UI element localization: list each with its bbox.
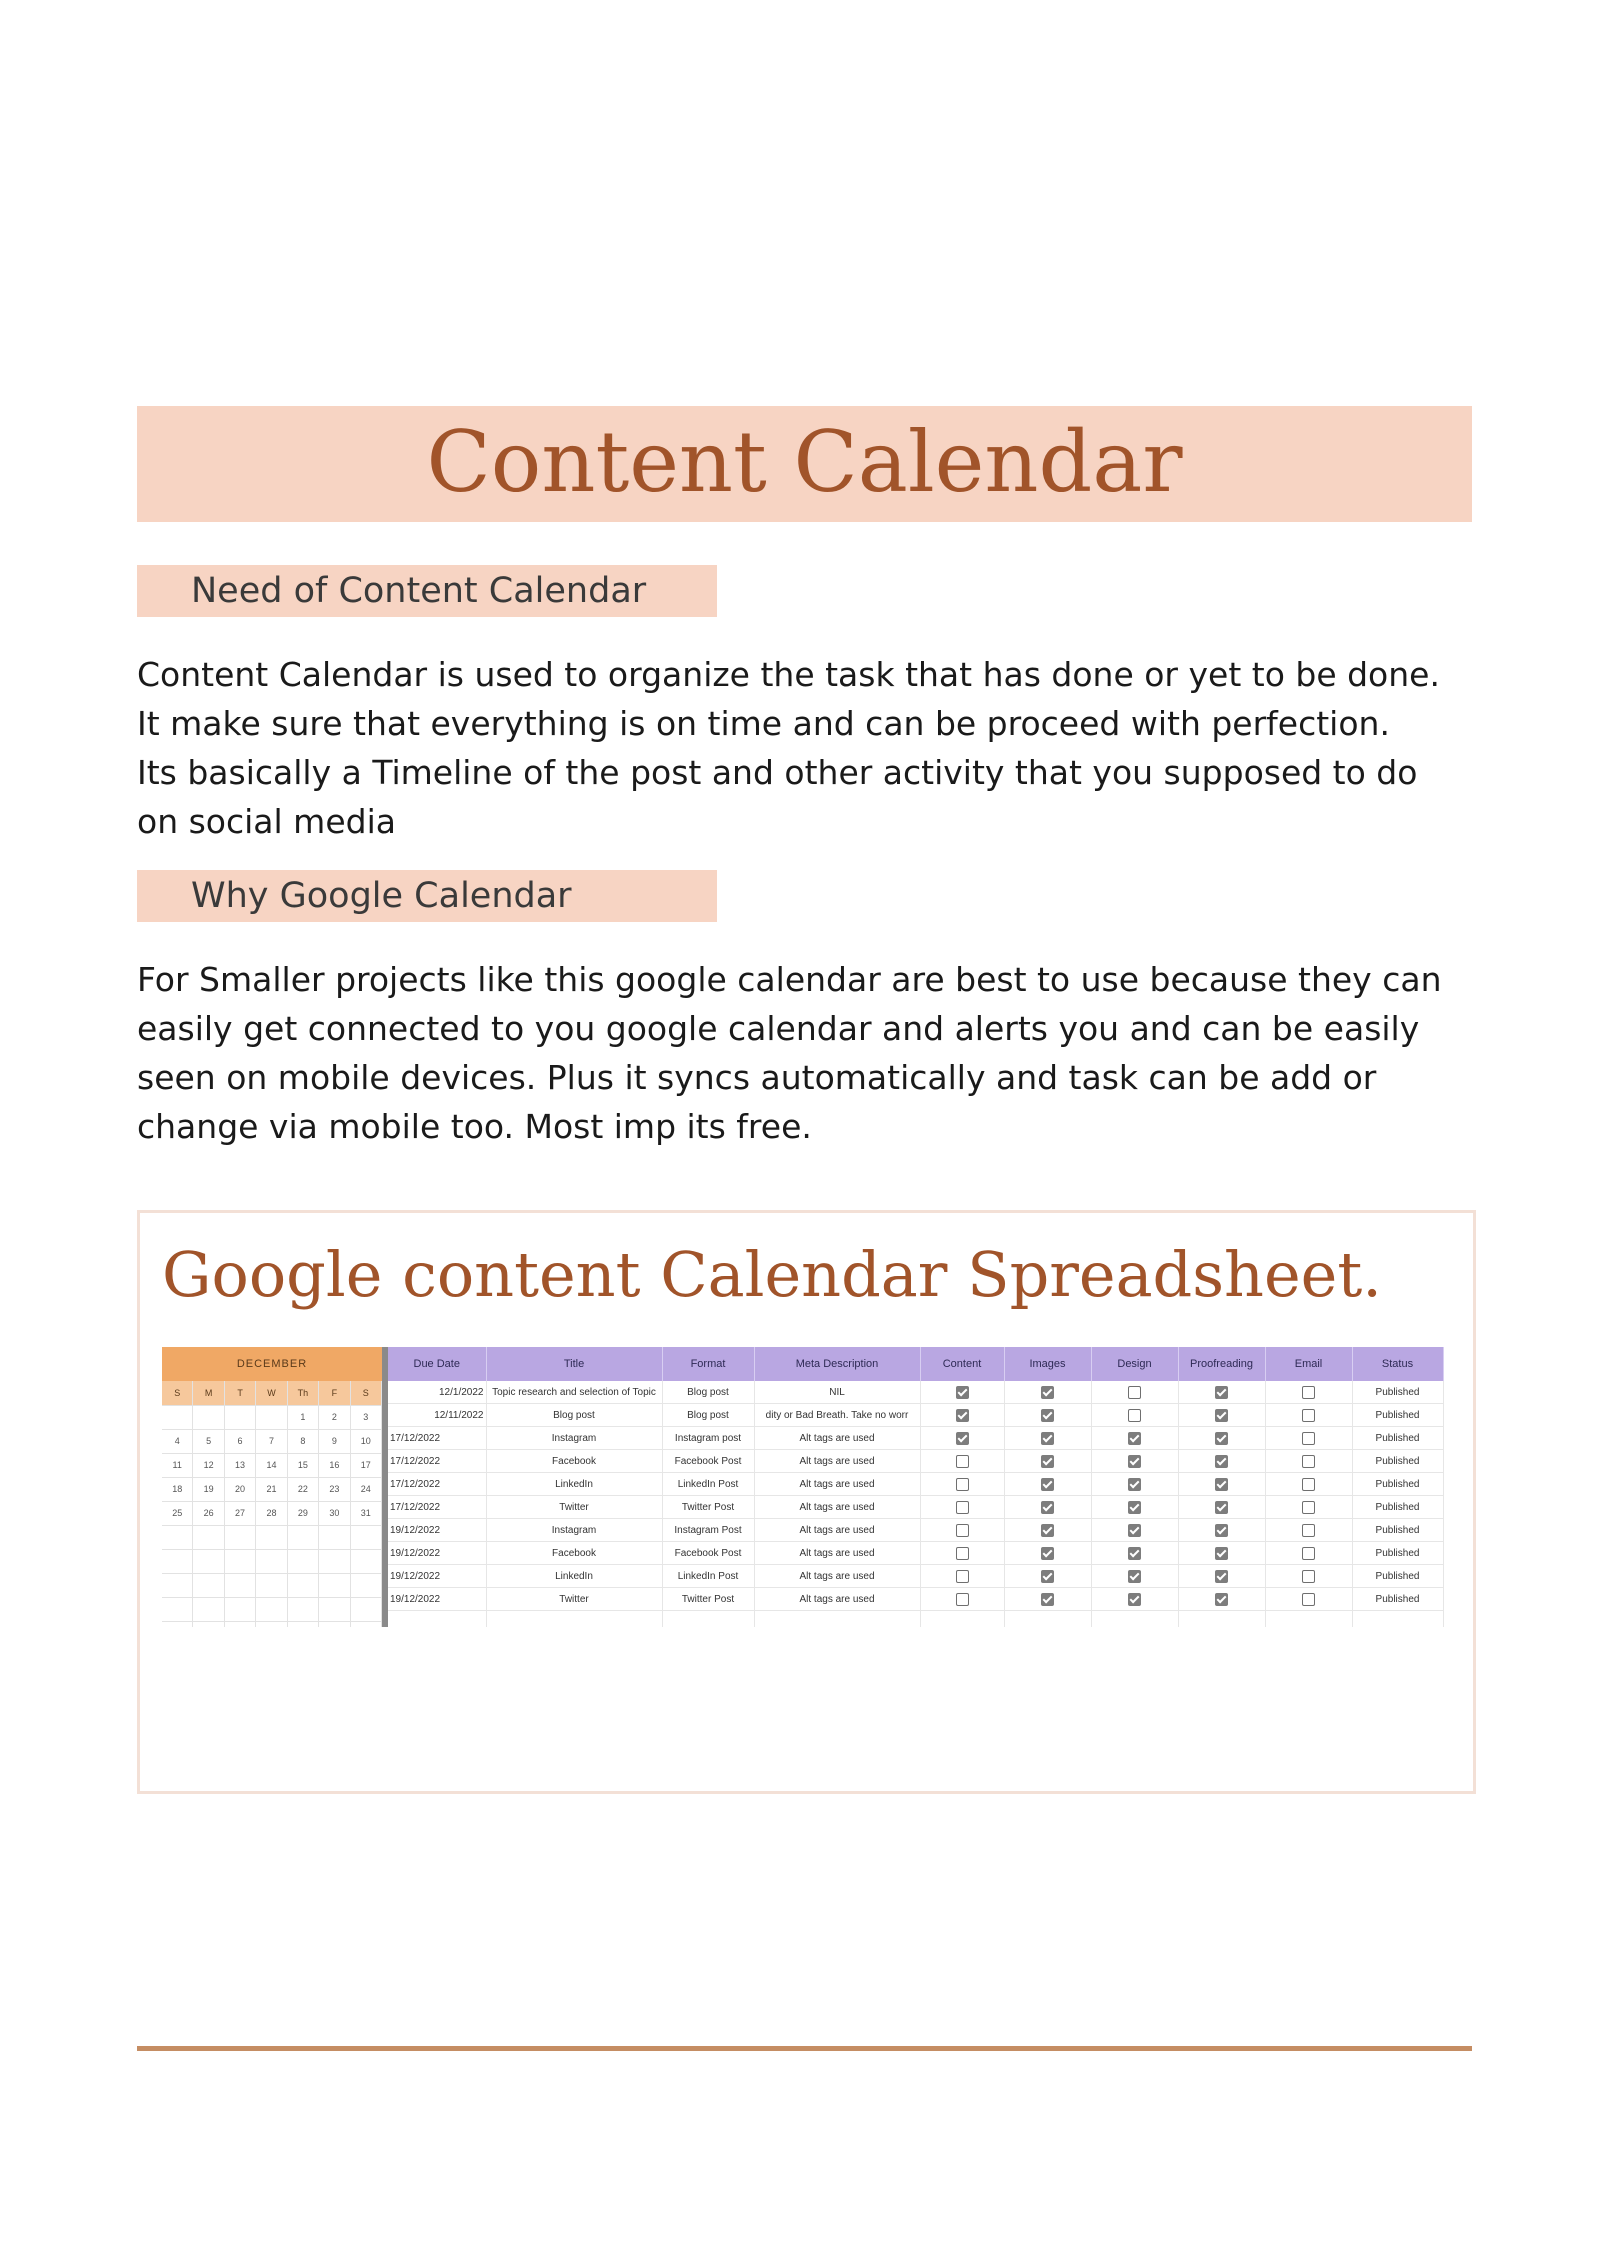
calendar-date-cell[interactable]	[319, 1550, 350, 1574]
footer-rule	[137, 2046, 1472, 2051]
calendar-date-cell[interactable]: 29	[288, 1502, 319, 1526]
mini-calendar	[162, 1347, 382, 1627]
empty-cell	[662, 1611, 754, 1628]
title-cell[interactable]: Twitter	[486, 1496, 662, 1519]
calendar-date-cell[interactable]	[319, 1622, 350, 1627]
checkbox-cell	[1004, 1496, 1091, 1519]
checkbox-unchecked[interactable]	[956, 1570, 969, 1583]
spreadsheet-screenshot	[162, 1347, 1473, 1627]
checkbox-checked[interactable]	[1128, 1455, 1141, 1468]
checkbox-cell	[1265, 1450, 1352, 1473]
checkbox-checked[interactable]	[1215, 1455, 1228, 1468]
paragraph-why	[137, 955, 1477, 1151]
due-date-cell[interactable]: 12/1/2022	[388, 1381, 486, 1404]
calendar-date-cell[interactable]: 11	[162, 1454, 193, 1478]
checkbox-cell	[1178, 1542, 1265, 1565]
meta-description-cell[interactable]: NIL	[754, 1381, 920, 1404]
checkbox-unchecked[interactable]	[1302, 1524, 1315, 1537]
empty-cell	[1352, 1611, 1443, 1628]
meta-description-cell[interactable]: Alt tags are used	[754, 1565, 920, 1588]
checkbox-cell	[1178, 1565, 1265, 1588]
checkbox-checked[interactable]	[1041, 1455, 1054, 1468]
empty-cell	[1091, 1611, 1178, 1628]
checkbox-unchecked[interactable]	[1302, 1501, 1315, 1514]
checkbox-cell	[1265, 1496, 1352, 1519]
checkbox-cell	[920, 1427, 1004, 1450]
checkbox-cell	[1178, 1496, 1265, 1519]
meta-description-cell[interactable]: Alt tags are used	[754, 1542, 920, 1565]
due-date-cell[interactable]: 12/11/2022	[388, 1404, 486, 1427]
calendar-date-cell[interactable]: 16	[319, 1454, 350, 1478]
calendar-date-cell[interactable]	[225, 1406, 256, 1430]
checkbox-cell	[1091, 1588, 1178, 1611]
checkbox-unchecked[interactable]	[1302, 1455, 1315, 1468]
column-header[interactable]: Meta Description	[754, 1347, 920, 1381]
due-date-cell[interactable]: 17/12/2022	[388, 1496, 486, 1519]
calendar-date-cell[interactable]	[256, 1526, 287, 1550]
section-heading-band	[137, 565, 717, 617]
calendar-date-cell[interactable]	[193, 1406, 224, 1430]
format-cell[interactable]: Blog post	[662, 1381, 754, 1404]
calendar-day-header: M	[193, 1381, 224, 1406]
calendar-date-cell[interactable]	[256, 1622, 287, 1627]
empty-cell	[1004, 1611, 1091, 1628]
calendar-date-cell[interactable]	[225, 1598, 256, 1622]
checkbox-unchecked[interactable]	[956, 1501, 969, 1514]
checkbox-cell	[1091, 1450, 1178, 1473]
calendar-date-cell[interactable]	[256, 1406, 287, 1430]
checkbox-cell	[920, 1519, 1004, 1542]
checkbox-checked[interactable]	[1215, 1478, 1228, 1491]
checkbox-checked[interactable]	[1041, 1386, 1054, 1399]
calendar-grid	[162, 1381, 382, 1627]
checkbox-cell	[1004, 1473, 1091, 1496]
section-heading-band	[137, 870, 717, 922]
meta-description-cell[interactable]: Alt tags are used	[754, 1473, 920, 1496]
calendar-date-cell[interactable]	[256, 1598, 287, 1622]
calendar-date-cell[interactable]	[162, 1622, 193, 1627]
checkbox-unchecked[interactable]	[1302, 1478, 1315, 1491]
paragraph-need	[137, 650, 1477, 846]
checkbox-unchecked[interactable]	[1302, 1570, 1315, 1583]
checkbox-checked[interactable]	[1128, 1570, 1141, 1583]
empty-cell	[388, 1611, 486, 1628]
title-cell[interactable]: Facebook	[486, 1542, 662, 1565]
meta-description-cell[interactable]: Alt tags are used	[754, 1450, 920, 1473]
format-cell[interactable]: Instagram Post	[662, 1519, 754, 1542]
status-cell[interactable]: Published	[1352, 1450, 1443, 1473]
section-heading-need: Need of Content Calendar	[191, 571, 647, 611]
calendar-date-cell[interactable]	[225, 1622, 256, 1627]
checkbox-checked[interactable]	[1041, 1501, 1054, 1514]
calendar-date-cell[interactable]	[162, 1598, 193, 1622]
table-row[interactable]	[388, 1450, 1443, 1473]
title-cell[interactable]: Topic research and selection of Topic	[486, 1381, 662, 1404]
checkbox-unchecked[interactable]	[1302, 1593, 1315, 1606]
calendar-date-cell[interactable]	[256, 1550, 287, 1574]
column-header[interactable]: Status	[1352, 1347, 1443, 1381]
paragraph-line: on social media	[137, 802, 396, 841]
calendar-date-cell[interactable]	[162, 1406, 193, 1430]
checkbox-cell	[920, 1473, 1004, 1496]
checkbox-cell	[1004, 1404, 1091, 1427]
due-date-cell[interactable]: 19/12/2022	[388, 1588, 486, 1611]
column-header[interactable]: Design	[1091, 1347, 1178, 1381]
calendar-date-cell[interactable]: 14	[256, 1454, 287, 1478]
calendar-date-cell[interactable]: 27	[225, 1502, 256, 1526]
checkbox-checked[interactable]	[956, 1386, 969, 1399]
calendar-date-cell[interactable]	[351, 1526, 382, 1550]
calendar-date-cell[interactable]: 25	[162, 1502, 193, 1526]
calendar-date-cell[interactable]: 15	[288, 1454, 319, 1478]
calendar-date-cell[interactable]	[351, 1574, 382, 1598]
status-cell[interactable]: Published	[1352, 1404, 1443, 1427]
calendar-date-cell[interactable]	[225, 1550, 256, 1574]
checkbox-unchecked[interactable]	[1302, 1386, 1315, 1399]
calendar-date-cell[interactable]: 21	[256, 1478, 287, 1502]
status-cell[interactable]: Published	[1352, 1565, 1443, 1588]
checkbox-checked[interactable]	[1128, 1478, 1141, 1491]
column-header[interactable]: Content	[920, 1347, 1004, 1381]
due-date-cell[interactable]: 17/12/2022	[388, 1473, 486, 1496]
calendar-day-header: F	[319, 1381, 350, 1406]
calendar-date-cell[interactable]	[193, 1598, 224, 1622]
checkbox-checked[interactable]	[1041, 1570, 1054, 1583]
checkbox-unchecked[interactable]	[1302, 1432, 1315, 1445]
checkbox-cell	[1178, 1404, 1265, 1427]
calendar-day-header: S	[162, 1381, 193, 1406]
status-cell[interactable]: Published	[1352, 1542, 1443, 1565]
empty-cell	[1265, 1611, 1352, 1628]
checkbox-unchecked[interactable]	[1128, 1409, 1141, 1422]
calendar-date-cell[interactable]: 8	[288, 1430, 319, 1454]
format-cell[interactable]: Facebook Post	[662, 1450, 754, 1473]
checkbox-checked[interactable]	[1215, 1593, 1228, 1606]
calendar-date-cell[interactable]	[288, 1550, 319, 1574]
checkbox-cell	[1178, 1588, 1265, 1611]
column-header[interactable]: Title	[486, 1347, 662, 1381]
checkbox-checked[interactable]	[1041, 1524, 1054, 1537]
calendar-date-cell[interactable]: 20	[225, 1478, 256, 1502]
calendar-date-cell[interactable]	[288, 1622, 319, 1627]
paragraph-line: For Smaller projects like this google calendar are best to use because they can	[137, 960, 1442, 999]
table-row[interactable]	[388, 1588, 1443, 1611]
calendar-date-cell[interactable]: 6	[225, 1430, 256, 1454]
due-date-cell[interactable]: 19/12/2022	[388, 1542, 486, 1565]
checkbox-checked[interactable]	[956, 1409, 969, 1422]
checkbox-cell	[920, 1542, 1004, 1565]
calendar-date-cell[interactable]	[193, 1574, 224, 1598]
calendar-date-cell[interactable]: 30	[319, 1502, 350, 1526]
status-cell[interactable]: Published	[1352, 1496, 1443, 1519]
calendar-date-cell[interactable]: 17	[351, 1454, 382, 1478]
checkbox-checked[interactable]	[1041, 1593, 1054, 1606]
status-cell[interactable]: Published	[1352, 1427, 1443, 1450]
checkbox-checked[interactable]	[1215, 1570, 1228, 1583]
due-date-cell[interactable]: 19/12/2022	[388, 1565, 486, 1588]
checkbox-cell	[920, 1565, 1004, 1588]
calendar-date-cell[interactable]	[162, 1526, 193, 1550]
paragraph-line: easily get connected to you google calendar and alerts you and can be easily	[137, 1009, 1420, 1048]
checkbox-checked[interactable]	[1215, 1547, 1228, 1560]
checkbox-cell	[1004, 1450, 1091, 1473]
calendar-date-cell[interactable]	[193, 1526, 224, 1550]
table-row[interactable]	[388, 1542, 1443, 1565]
checkbox-cell	[1265, 1565, 1352, 1588]
checkbox-cell	[1091, 1381, 1178, 1404]
checkbox-checked[interactable]	[1041, 1409, 1054, 1422]
calendar-date-cell[interactable]	[162, 1574, 193, 1598]
paragraph-line: change via mobile too. Most imp its free.	[137, 1107, 812, 1146]
calendar-date-cell[interactable]: 2	[319, 1406, 350, 1430]
status-cell[interactable]: Published	[1352, 1381, 1443, 1404]
table-row[interactable]	[388, 1427, 1443, 1450]
table-row[interactable]	[388, 1519, 1443, 1542]
checkbox-checked[interactable]	[1215, 1386, 1228, 1399]
checkbox-cell	[920, 1450, 1004, 1473]
calendar-date-cell[interactable]	[351, 1598, 382, 1622]
due-date-cell[interactable]: 17/12/2022	[388, 1450, 486, 1473]
spreadsheet-title: Google content Calendar Spreadsheet.	[162, 1238, 1382, 1311]
table-row[interactable]	[388, 1404, 1443, 1427]
checkbox-checked[interactable]	[1128, 1593, 1141, 1606]
format-cell[interactable]: Facebook Post	[662, 1542, 754, 1565]
format-cell[interactable]: Instagram post	[662, 1427, 754, 1450]
checkbox-cell	[1091, 1404, 1178, 1427]
checkbox-unchecked[interactable]	[1128, 1386, 1141, 1399]
column-header[interactable]: Proofreading	[1178, 1347, 1265, 1381]
checkbox-cell	[920, 1588, 1004, 1611]
checkbox-cell	[1265, 1404, 1352, 1427]
calendar-date-cell[interactable]	[319, 1526, 350, 1550]
checkbox-checked[interactable]	[1041, 1432, 1054, 1445]
checkbox-checked[interactable]	[1041, 1547, 1054, 1560]
calendar-date-cell[interactable]	[288, 1574, 319, 1598]
paragraph-line: Its basically a Timeline of the post and other activity that you supposed to do	[137, 753, 1418, 792]
calendar-day-header: T	[225, 1381, 256, 1406]
checkbox-unchecked[interactable]	[956, 1524, 969, 1537]
checkbox-unchecked[interactable]	[1302, 1409, 1315, 1422]
checkbox-checked[interactable]	[1215, 1409, 1228, 1422]
calendar-date-cell[interactable]	[225, 1526, 256, 1550]
checkbox-cell	[1004, 1427, 1091, 1450]
calendar-date-cell[interactable]: 31	[351, 1502, 382, 1526]
status-cell[interactable]: Published	[1352, 1588, 1443, 1611]
paragraph-line: It make sure that everything is on time and can be proceed with perfection.	[137, 704, 1390, 743]
title-cell[interactable]: Instagram	[486, 1427, 662, 1450]
calendar-day-header: S	[351, 1381, 382, 1406]
table-header-row	[388, 1347, 1443, 1381]
calendar-date-cell[interactable]	[256, 1574, 287, 1598]
column-header[interactable]: Format	[662, 1347, 754, 1381]
calendar-date-cell[interactable]	[351, 1622, 382, 1627]
table-row[interactable]	[388, 1496, 1443, 1519]
empty-cell	[1178, 1611, 1265, 1628]
content-table	[388, 1347, 1444, 1627]
checkbox-cell	[1091, 1542, 1178, 1565]
checkbox-cell	[1091, 1565, 1178, 1588]
meta-description-cell[interactable]: Alt tags are used	[754, 1496, 920, 1519]
checkbox-checked[interactable]	[1128, 1432, 1141, 1445]
calendar-date-cell[interactable]: 10	[351, 1430, 382, 1454]
section-heading-why: Why Google Calendar	[191, 876, 572, 916]
format-cell[interactable]: LinkedIn Post	[662, 1473, 754, 1496]
checkbox-cell	[1004, 1542, 1091, 1565]
calendar-date-cell[interactable]	[193, 1550, 224, 1574]
calendar-date-cell[interactable]: 23	[319, 1478, 350, 1502]
calendar-month: DECEMBER	[162, 1347, 382, 1381]
checkbox-cell	[1178, 1473, 1265, 1496]
calendar-date-cell[interactable]: 7	[256, 1430, 287, 1454]
format-cell[interactable]: Twitter Post	[662, 1496, 754, 1519]
meta-description-cell[interactable]: Alt tags are used	[754, 1519, 920, 1542]
calendar-date-cell[interactable]: 4	[162, 1430, 193, 1454]
calendar-day-header: Th	[288, 1381, 319, 1406]
checkbox-cell	[1004, 1519, 1091, 1542]
checkbox-cell	[920, 1381, 1004, 1404]
checkbox-cell	[1178, 1519, 1265, 1542]
table-row[interactable]	[388, 1565, 1443, 1588]
meta-description-cell[interactable]: dity or Bad Breath. Take no worr	[754, 1404, 920, 1427]
checkbox-unchecked[interactable]	[1302, 1547, 1315, 1560]
title-cell[interactable]: LinkedIn	[486, 1565, 662, 1588]
column-header[interactable]: Images	[1004, 1347, 1091, 1381]
calendar-date-cell[interactable]	[193, 1622, 224, 1627]
calendar-date-cell[interactable]	[319, 1598, 350, 1622]
calendar-date-cell[interactable]: 19	[193, 1478, 224, 1502]
calendar-date-cell[interactable]	[288, 1526, 319, 1550]
checkbox-checked[interactable]	[1215, 1501, 1228, 1514]
checkbox-checked[interactable]	[1128, 1501, 1141, 1514]
checkbox-cell	[1091, 1473, 1178, 1496]
empty-cell	[754, 1611, 920, 1628]
checkbox-cell	[1004, 1588, 1091, 1611]
checkbox-unchecked[interactable]	[956, 1547, 969, 1560]
checkbox-cell	[920, 1404, 1004, 1427]
checkbox-checked[interactable]	[1128, 1547, 1141, 1560]
format-cell[interactable]: LinkedIn Post	[662, 1565, 754, 1588]
calendar-date-cell[interactable]: 5	[193, 1430, 224, 1454]
checkbox-cell	[1004, 1565, 1091, 1588]
checkbox-cell	[1091, 1496, 1178, 1519]
table-row[interactable]	[388, 1473, 1443, 1496]
calendar-date-cell[interactable]: 24	[351, 1478, 382, 1502]
calendar-date-cell[interactable]	[351, 1550, 382, 1574]
calendar-date-cell[interactable]: 13	[225, 1454, 256, 1478]
title-banner	[137, 406, 1472, 522]
paragraph-line: Content Calendar is used to organize the task that has done or yet to be done.	[137, 655, 1440, 694]
calendar-date-cell[interactable]	[319, 1574, 350, 1598]
title-cell[interactable]: Blog post	[486, 1404, 662, 1427]
calendar-date-cell[interactable]: 9	[319, 1430, 350, 1454]
checkbox-cell	[1265, 1427, 1352, 1450]
checkbox-cell	[1178, 1381, 1265, 1404]
checkbox-cell	[1091, 1519, 1178, 1542]
checkbox-cell	[1178, 1450, 1265, 1473]
due-date-cell[interactable]: 17/12/2022	[388, 1427, 486, 1450]
calendar-date-cell[interactable]	[225, 1574, 256, 1598]
status-cell[interactable]: Published	[1352, 1519, 1443, 1542]
title-cell[interactable]: Facebook	[486, 1450, 662, 1473]
checkbox-cell	[920, 1496, 1004, 1519]
calendar-date-cell[interactable]: 26	[193, 1502, 224, 1526]
checkbox-unchecked[interactable]	[956, 1478, 969, 1491]
due-date-cell[interactable]: 19/12/2022	[388, 1519, 486, 1542]
title-cell[interactable]: Twitter	[486, 1588, 662, 1611]
calendar-date-cell[interactable]: 22	[288, 1478, 319, 1502]
checkbox-cell	[1265, 1381, 1352, 1404]
calendar-date-cell[interactable]: 12	[193, 1454, 224, 1478]
spreadsheet-card	[137, 1210, 1476, 1794]
calendar-day-header: W	[256, 1381, 287, 1406]
column-header[interactable]: Due Date	[388, 1347, 486, 1381]
calendar-date-cell[interactable]: 18	[162, 1478, 193, 1502]
checkbox-cell	[1265, 1588, 1352, 1611]
table-row[interactable]	[388, 1381, 1443, 1404]
status-cell[interactable]: Published	[1352, 1473, 1443, 1496]
checkbox-checked[interactable]	[956, 1432, 969, 1445]
paragraph-line: seen on mobile devices. Plus it syncs automatically and task can be add or	[137, 1058, 1377, 1097]
empty-cell	[486, 1611, 662, 1628]
calendar-date-cell[interactable]: 1	[288, 1406, 319, 1430]
checkbox-unchecked[interactable]	[956, 1593, 969, 1606]
table-row	[388, 1611, 1443, 1628]
checkbox-cell	[1265, 1519, 1352, 1542]
calendar-date-cell[interactable]	[288, 1598, 319, 1622]
title-cell[interactable]: Instagram	[486, 1519, 662, 1542]
meta-description-cell[interactable]: Alt tags are used	[754, 1588, 920, 1611]
empty-cell	[920, 1611, 1004, 1628]
column-header[interactable]: Email	[1265, 1347, 1352, 1381]
checkbox-checked[interactable]	[1041, 1478, 1054, 1491]
checkbox-checked[interactable]	[1128, 1524, 1141, 1537]
format-cell[interactable]: Blog post	[662, 1404, 754, 1427]
calendar-date-cell[interactable]	[162, 1550, 193, 1574]
checkbox-unchecked[interactable]	[956, 1455, 969, 1468]
checkbox-cell	[1265, 1473, 1352, 1496]
format-cell[interactable]: Twitter Post	[662, 1588, 754, 1611]
page-title: Content Calendar	[426, 413, 1183, 511]
checkbox-cell	[1178, 1427, 1265, 1450]
checkbox-checked[interactable]	[1215, 1524, 1228, 1537]
calendar-date-cell[interactable]: 28	[256, 1502, 287, 1526]
checkbox-cell	[1091, 1427, 1178, 1450]
checkbox-cell	[1265, 1542, 1352, 1565]
title-cell[interactable]: LinkedIn	[486, 1473, 662, 1496]
checkbox-cell	[1004, 1381, 1091, 1404]
meta-description-cell[interactable]: Alt tags are used	[754, 1427, 920, 1450]
checkbox-checked[interactable]	[1215, 1432, 1228, 1445]
calendar-date-cell[interactable]: 3	[351, 1406, 382, 1430]
